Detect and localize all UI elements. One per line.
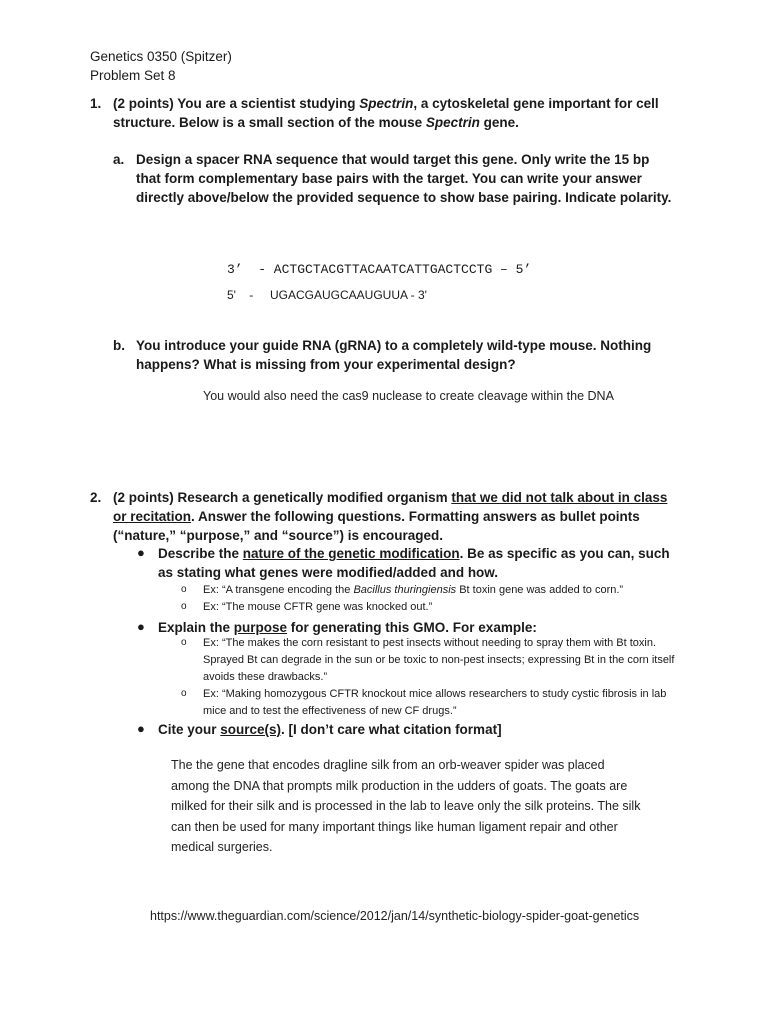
- bullet-icon: ●: [137, 619, 145, 634]
- q1-gene-2: Spectrin: [425, 115, 480, 130]
- bullet-source-underlined: source(s): [220, 722, 282, 737]
- bullet-nature-underlined: nature of the genetic modification: [242, 546, 460, 561]
- example-bt-post: Bt toxin gene was added to corn.”: [456, 584, 624, 596]
- example-purpose-mice: Ex: “Making homozygous CFTR knockout mice allows researchers to study cystic fibrosis in lab mice and to test the effectiveness of new CF drugs.”: [203, 688, 667, 717]
- q2-text-post: . Answer the following questions. Formatting answers as bullet points (“nature,” “purpose,” and “source”) is encouraged.: [113, 509, 640, 543]
- question-1a-label: a.: [113, 152, 125, 167]
- question-1-number: 1.: [90, 96, 102, 111]
- example-bt-species: Bacillus thuringiensis: [353, 584, 457, 596]
- question-1-text: [113, 94, 673, 132]
- question-2-answer: The the gene that encodes dragline silk from an orb-weaver spider was placed among the DNA that prompts milk production in the udders of goats. The goats are milked for their silk and is processed in the lab to leave only the silk proteins. The silk can then be used for many important things like human ligament repair and other medical surgeries.: [171, 758, 641, 854]
- q2-text-underlined: that we did not talk about in class or recitation: [113, 490, 668, 524]
- bullet-nature-post: . Be as specific as you can, such as stating what genes were modified/added and how.: [158, 546, 670, 580]
- q1-text-pre: (2 points) You are a scientist studying: [113, 96, 360, 111]
- bullet-source: [158, 720, 678, 739]
- bullet-icon: ●: [137, 721, 145, 736]
- bullet-nature: [158, 544, 678, 582]
- bullet-purpose-post: for generating this GMO. For example:: [287, 620, 537, 635]
- sub-bullet-icon: o: [181, 601, 187, 612]
- q2-text-pre: (2 points) Research a genetically modified organism: [113, 490, 452, 505]
- q1-text-mid: , a cytoskeletal gene important for cell structure. Below is a small section of the mouse: [113, 96, 659, 130]
- question-1b-label: b.: [113, 338, 125, 353]
- sub-bullet-icon: o: [181, 584, 187, 595]
- given-dna-sequence: 3’ - ACTGCTACGTTACAATCATTGACTCCTG – 5’: [227, 262, 532, 277]
- problem-set-title: Problem Set 8: [90, 68, 176, 83]
- sub-bullet-icon: o: [181, 637, 187, 648]
- example-purpose-corn: Ex: “The makes the corn resistant to pest insects without needing to spray them with Bt toxin. Sprayed Bt can degrade in the sun or be toxic to non-pest insects; expressing Bt in the corn itself avoids these drawbacks.”: [203, 637, 675, 683]
- bullet-nature-pre: Describe the: [158, 546, 243, 561]
- question-2-text: [113, 488, 673, 545]
- course-title: Genetics 0350 (Spitzer): [90, 49, 232, 64]
- sub-bullet-icon: o: [181, 688, 187, 699]
- bullet-source-pre: Cite your: [158, 722, 221, 737]
- question-2-number: 2.: [90, 490, 102, 505]
- bullet-purpose-pre: Explain the: [158, 620, 234, 635]
- question-1b-text: You introduce your guide RNA (gRNA) to a completely wild-type mouse. Nothing happens? What is missing from your experimental design?: [136, 338, 652, 372]
- question-1a-text: Design a spacer RNA sequence that would target this gene. Only write the 15 bp that form complementary base pairs with the target. You can write your answer directly above/below the provided sequence to show base pairing. Indicate polarity.: [136, 152, 672, 205]
- q1-text-post: gene.: [479, 115, 519, 130]
- bullet-purpose-underlined: purpose: [233, 620, 288, 635]
- source-url: https://www.theguardian.com/science/2012/jan/14/synthetic-biology-spider-goat-genetics: [150, 909, 640, 923]
- example-cftr-knockout: Ex: “The mouse CFTR gene was knocked out.”: [203, 601, 433, 613]
- question-1b-answer: You would also need the cas9 nuclease to create cleavage within the DNA: [203, 389, 614, 403]
- spacer-rna-answer: 5' - UGACGAUGCAAUGUUA - 3': [227, 288, 427, 302]
- example-bt-corn: [203, 582, 683, 599]
- bullet-source-post: . [I don’t care what citation format]: [281, 722, 502, 737]
- bullet-icon: ●: [137, 545, 145, 560]
- q1-gene: Spectrin: [359, 96, 414, 111]
- example-bt-pre: Ex: “A transgene encoding the: [203, 584, 354, 596]
